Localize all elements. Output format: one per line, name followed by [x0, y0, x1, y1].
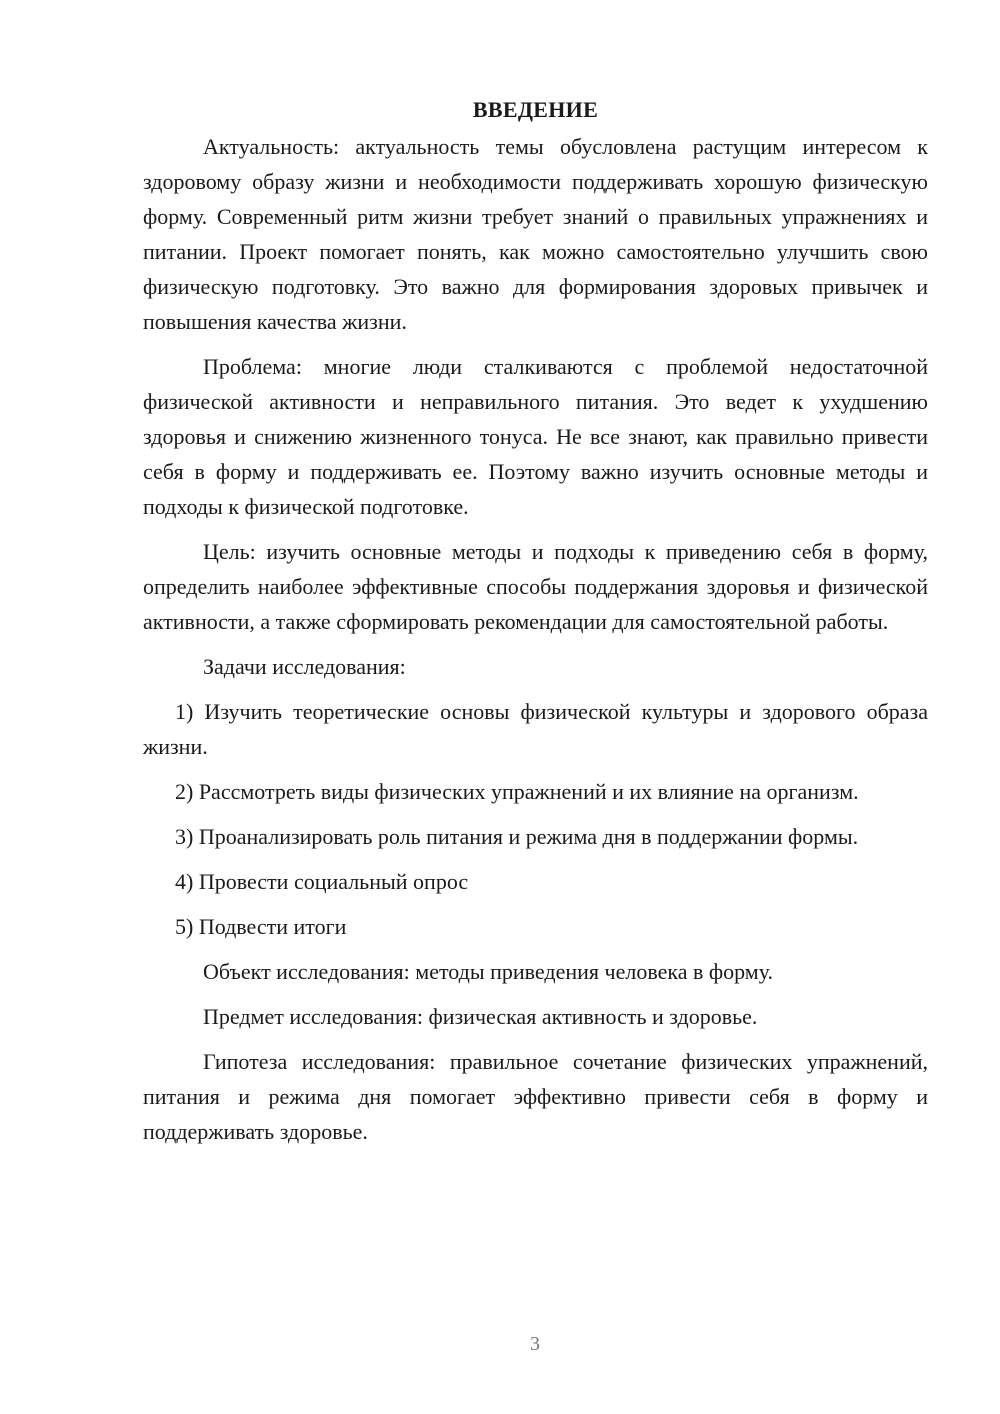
- research-subject: Предмет исследования: физическая активность и здоровье.: [203, 1004, 758, 1029]
- page-number: 3: [530, 1333, 540, 1355]
- tasks-heading: Задачи исследования:: [203, 654, 406, 679]
- problem-paragraph: Проблема: многие люди сталкиваются с проблемой недостаточной физической активности и неправильного питания. Это ведет к ухудшению здоровья и снижению жизненного тонуса. Не все знают, как правильно привести себя в форму и поддерживать ее. Поэтому важно изучить основные методы и подходы к физической подготовке.: [143, 354, 928, 519]
- task-item: 4) Провести социальный опрос: [175, 869, 469, 894]
- research-object: Объект исследования: методы приведения человека в форму.: [203, 959, 774, 984]
- task-item: 5) Подвести итоги: [175, 914, 347, 939]
- task-item: 2) Рассмотреть виды физических упражнений и их влияние на организм.: [175, 779, 859, 804]
- page-title: ВВЕДЕНИЕ: [472, 97, 599, 122]
- task-item: 3) Проанализировать роль питания и режима дня в поддержании формы.: [175, 824, 859, 849]
- research-hypothesis: Гипотеза исследования: правильное сочетание физических упражнений, питания и режима дня помогает эффективно привести себя в форму и поддерживать здоровье.: [143, 1049, 928, 1144]
- task-item: 1) Изучить теоретические основы физической культуры и здорового образа жизни.: [143, 699, 928, 759]
- goal-paragraph: Цель: изучить основные методы и подходы к приведению себя в форму, определить наиболее эффективные способы поддержания здоровья и физической активности, а также сформировать рекомендации для самостоятельной работы.: [143, 539, 928, 634]
- document-page: [143, 92, 928, 1159]
- tasks-list: [143, 694, 928, 944]
- relevance-paragraph: Актуальность: актуальность темы обусловлена растущим интересом к здоровому образу жизни и необходимости поддерживать хорошую физическую форму. Современный ритм жизни требует знаний о правильных упражнениях и питании. Проект помогает понять, как можно самостоятельно улучшить свою физическую подготовку. Это важно для формирования здоровых привычек и повышения качества жизни.: [143, 134, 928, 334]
